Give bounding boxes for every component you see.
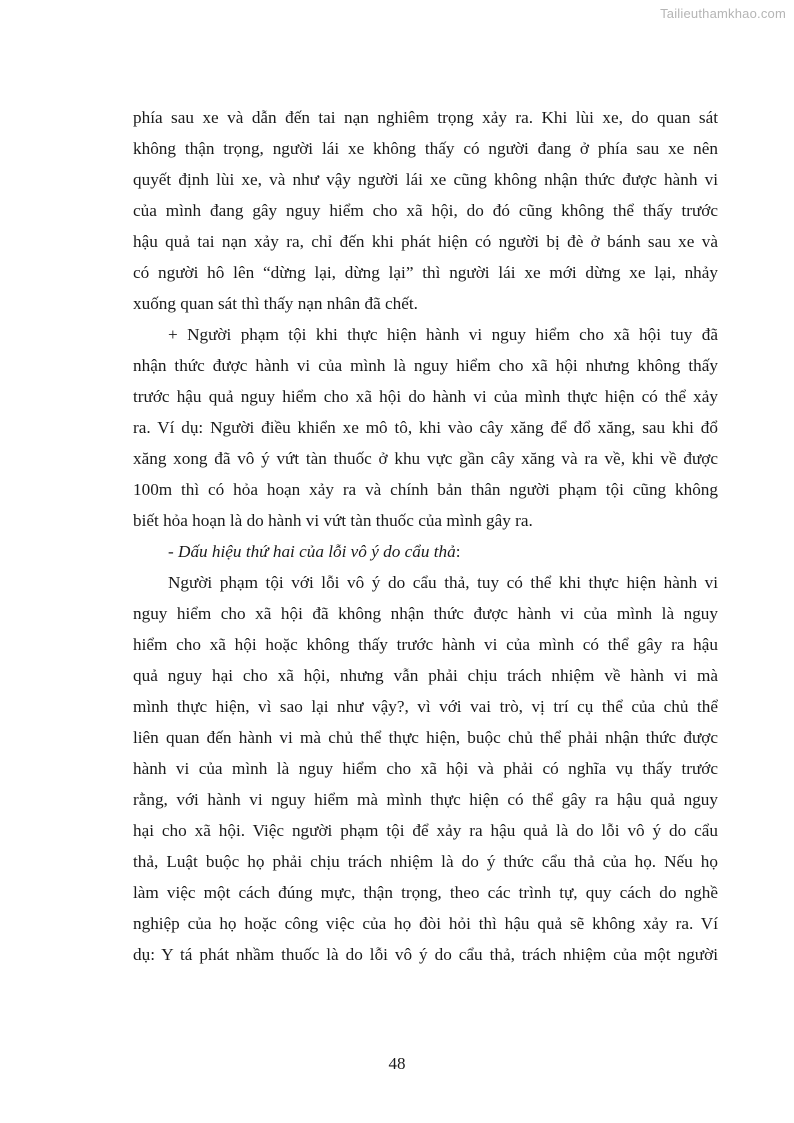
section-heading	[133, 536, 718, 567]
text-line: nghiệp của họ hoặc công việc của họ đòi hỏi thì hậu quả sẽ không xảy ra. Ví	[133, 914, 718, 933]
text-line: không thận trọng, người lái xe không thấy có người đang ở phía sau xe nên	[133, 139, 718, 158]
text-line: nguy hiểm cho xã hội đã không nhận thức được hành vi của mình là nguy	[133, 604, 718, 623]
text-line: hiểm cho xã hội hoặc không thấy trước hành vi của mình có thể gây ra hậu	[133, 635, 718, 654]
text-line: xăng xong đã vô ý vứt tàn thuốc ở khu vực gần cây xăng và ra về, khi về được	[133, 449, 718, 468]
page-number: 48	[388, 1054, 406, 1073]
text-line: hành vi của mình là nguy hiểm cho xã hội và phải có nghĩa vụ thấy trước	[133, 759, 718, 778]
text-line: mình thực hiện, vì sao lại như vậy?, vì với vai trò, vị trí cụ thể của chủ thể	[133, 697, 718, 716]
text-line: 100m thì có hỏa hoạn xảy ra và chính bản thân người phạm tội cũng không	[133, 480, 718, 499]
text-line: thả, Luật buộc họ phải chịu trách nhiệm là do ý thức cẩu thả của họ. Nếu họ	[133, 852, 718, 871]
text-line: hậu quả tai nạn xảy ra, chỉ đến khi phát hiện có người bị đè ở bánh sau xe và	[133, 232, 718, 251]
page-body	[133, 102, 718, 970]
text-line: quyết định lùi xe, và như vậy người lái xe cũng không nhận thức được hành vi	[133, 170, 718, 189]
text-line: xuống quan sát thì thấy nạn nhân đã chết.	[133, 294, 418, 313]
text-line: rằng, với hành vi nguy hiểm mà mình thực hiện có thể gây ra hậu quả nguy	[133, 790, 718, 809]
watermark-text: Tailieuthamkhao.com	[660, 6, 786, 21]
text-line: liên quan đến hành vi mà chủ thể thực hiện, buộc chủ thể phải nhận thức được	[133, 728, 718, 747]
text-line: biết hỏa hoạn là do hành vi vứt tàn thuốc của mình gây ra.	[133, 511, 533, 530]
text-line: nhận thức được hành vi của mình là nguy hiểm cho xã hội nhưng không thấy	[133, 356, 718, 375]
heading-suffix: :	[455, 542, 461, 561]
text-line: của mình đang gây nguy hiểm cho xã hội, do đó cũng không thể thấy trước	[133, 201, 718, 220]
text-line: ra. Ví dụ: Người điều khiển xe mô tô, khi vào cây xăng để đổ xăng, sau khi đổ	[133, 418, 718, 437]
text-line: làm việc một cách đúng mực, thận trọng, theo các trình tự, quy cách do nghề	[133, 883, 718, 902]
text-line: có người hô lên “dừng lại, dừng lại” thì người lái xe mới dừng xe lại, nhảy	[133, 263, 718, 282]
heading-italic-text: Dấu hiệu thứ hai của lỗi vô ý do cẩu thả	[178, 542, 456, 561]
text-line: trước hậu quả nguy hiểm cho xã hội do hành vi của mình thực hiện có thể xảy	[133, 387, 718, 406]
text-line: + Người phạm tội khi thực hiện hành vi nguy hiểm cho xã hội tuy đã	[168, 325, 718, 344]
text-line: phía sau xe và dẫn đến tai nạn nghiêm trọng xảy ra. Khi lùi xe, do quan sát	[133, 108, 718, 127]
text-line: hại cho xã hội. Việc người phạm tội để xảy ra hậu quả là do lỗi vô ý do cẩu	[133, 821, 718, 840]
text-line: dụ: Y tá phát nhầm thuốc là do lỗi vô ý do cẩu thả, trách nhiệm của một người	[133, 945, 718, 964]
heading-prefix: -	[168, 542, 179, 561]
text-line: Người phạm tội với lỗi vô ý do cẩu thả, tuy có thể khi thực hiện hành vi	[168, 573, 718, 592]
text-line: quả nguy hại cho xã hội, nhưng vẫn phải chịu trách nhiệm về hành vi mà	[133, 666, 718, 685]
